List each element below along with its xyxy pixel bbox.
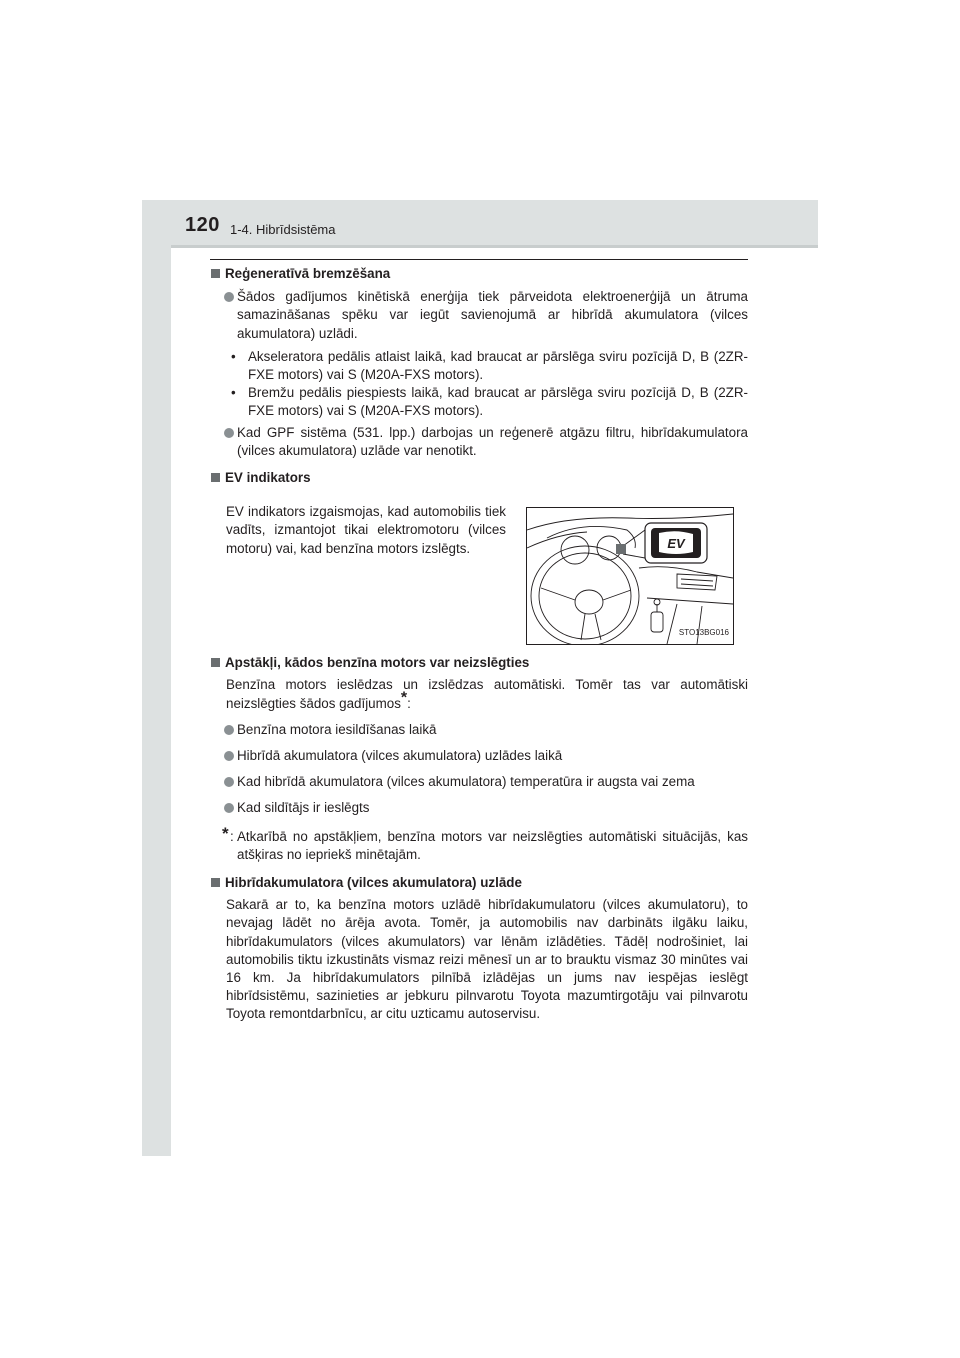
list-item-text: Hibrīdā akumulatora (vilces akumulatora) uzlādes laikā xyxy=(237,748,563,764)
content-rule xyxy=(210,259,748,260)
page-number: 120 xyxy=(185,214,220,236)
list-item-text: Kad hibrīdā akumulatora (vilces akumulatora) temperatūra ir augsta vai zema xyxy=(237,774,695,790)
list-item xyxy=(210,773,748,791)
sub-list-item xyxy=(210,348,748,384)
circle-bullet-icon xyxy=(224,777,234,787)
list-item xyxy=(210,424,748,460)
ev-badge-icon: EV xyxy=(667,536,685,552)
intro-text: Benzīna motors ieslēdzas un izslēdzas automātiski. Tomēr tas var automātiski neizslēgties šādos gadījumos xyxy=(226,677,748,711)
heading-ev xyxy=(210,469,748,487)
list-item xyxy=(210,747,748,765)
sub-list-item-text: Bremžu pedālis piespiests laikā, kad braucat ar pārslēga sviru pozīcijā D, B (2ZR-FXE motors) vai S (M20A-FXS motors). xyxy=(248,385,748,419)
footnote-mark: * xyxy=(400,689,408,707)
circle-bullet-icon xyxy=(224,803,234,813)
list-item-text: Kad GPF sistēma (531. lpp.) darbojas un reģenerē atgāzu filtru, hibrīdakumulatora (vilces akumulatora) uzlāde var nenotikt. xyxy=(237,424,748,458)
dot-bullet-icon: • xyxy=(231,348,236,364)
sub-list-item-text: Akseleratora pedālis atlaist laikā, kad braucat ar pārslēga sviru pozīcijā D, B (2ZR-FXE motors) vai S (M20A-FXS motors). xyxy=(248,348,748,383)
heading-engine-stop-text: Apstākļi, kādos benzīna motors var neizslēgties xyxy=(225,655,530,671)
heading-regen xyxy=(210,265,748,283)
list-item xyxy=(210,721,748,739)
page-content xyxy=(210,265,748,1024)
header-divider xyxy=(171,245,818,248)
dot-bullet-icon: • xyxy=(231,385,236,401)
heading-ev-text: EV indikators xyxy=(225,470,311,486)
list-item xyxy=(210,799,748,817)
square-bullet-icon xyxy=(211,658,220,667)
footnote xyxy=(210,823,748,864)
page-sidebar xyxy=(142,200,171,1156)
heading-battery-charge xyxy=(210,874,748,892)
ev-indicator-figure xyxy=(526,507,734,645)
intro-end: : xyxy=(407,695,411,711)
circle-bullet-icon xyxy=(224,751,234,761)
ev-description: EV indikators izgaismojas, kad automobilis tiek vadīts, izmantojot tikai elektromotoru (vilces motoru) vai, kad benzīna motors izslēgts. xyxy=(226,504,506,556)
list-item-text: Benzīna motora iesildīšanas laikā xyxy=(237,721,437,737)
section-title: 1-4. Hibrīdsistēma xyxy=(230,222,336,237)
figure-code: STO13BG016 xyxy=(678,628,729,638)
circle-bullet-icon xyxy=(224,428,234,438)
footnote-colon: : xyxy=(230,828,234,844)
battery-charge-text: Sakarā ar to, ka benzīna motors uzlādē hibrīdakumulatoru (vilces akumulatoru), to nevajag lādēt no ārēja avota. Tomēr, ja automobilis nav darbināts ilgāku laiku, hibrīdakumulators (vilces akumulators) var lēnām izlādēties. Tādēļ nodrošiniet, lai automobilis tiktu izkustināts vismaz reizi mēnesī un ar to brauktu vismaz 30 minūtes vai 16 km. Ja hibrīdakumulators pilnībā izlādējas un jums nav iespējas ieslēgt hibrīdsistēmu, sazinieties ar jebkuru pilnvarotu Toyota mazumtirgotāju vai pilnvarotu Toyota remontdarbnīcu, ar citu uzticamu autoservisu. xyxy=(226,897,748,1022)
list-item-text: Šādos gadījumos kinētiskā enerģija tiek pārveidota elektroenerģijā un ātruma samazināšanas spēku var iegūt savienojumā ar hibrīdā akumulatora (vilces akumulatora) uzlādi. xyxy=(237,289,748,341)
list-item-text: Kad sildītājs ir ieslēgts xyxy=(237,800,370,816)
heading-battery-charge-text: Hibrīdakumulatora (vilces akumulatora) uzlāde xyxy=(225,875,522,891)
circle-bullet-icon xyxy=(224,292,234,302)
footnote-symbol: * xyxy=(222,823,229,843)
footnote-text: Atkarībā no apstākļiem, benzīna motors var neizslēgties automātiski situācijās, kas atšķiras no iepriekš minētajām. xyxy=(237,828,748,862)
square-bullet-icon xyxy=(211,269,220,278)
sub-list-item xyxy=(210,384,748,420)
circle-bullet-icon xyxy=(224,725,234,735)
square-bullet-icon xyxy=(211,878,220,887)
square-bullet-icon xyxy=(211,473,220,482)
heading-engine-stop xyxy=(210,654,748,672)
ev-section xyxy=(210,490,748,648)
engine-stop-intro xyxy=(210,676,748,712)
list-item xyxy=(210,288,748,343)
heading-regen-text: Reģeneratīvā bremzēšana xyxy=(225,266,391,281)
